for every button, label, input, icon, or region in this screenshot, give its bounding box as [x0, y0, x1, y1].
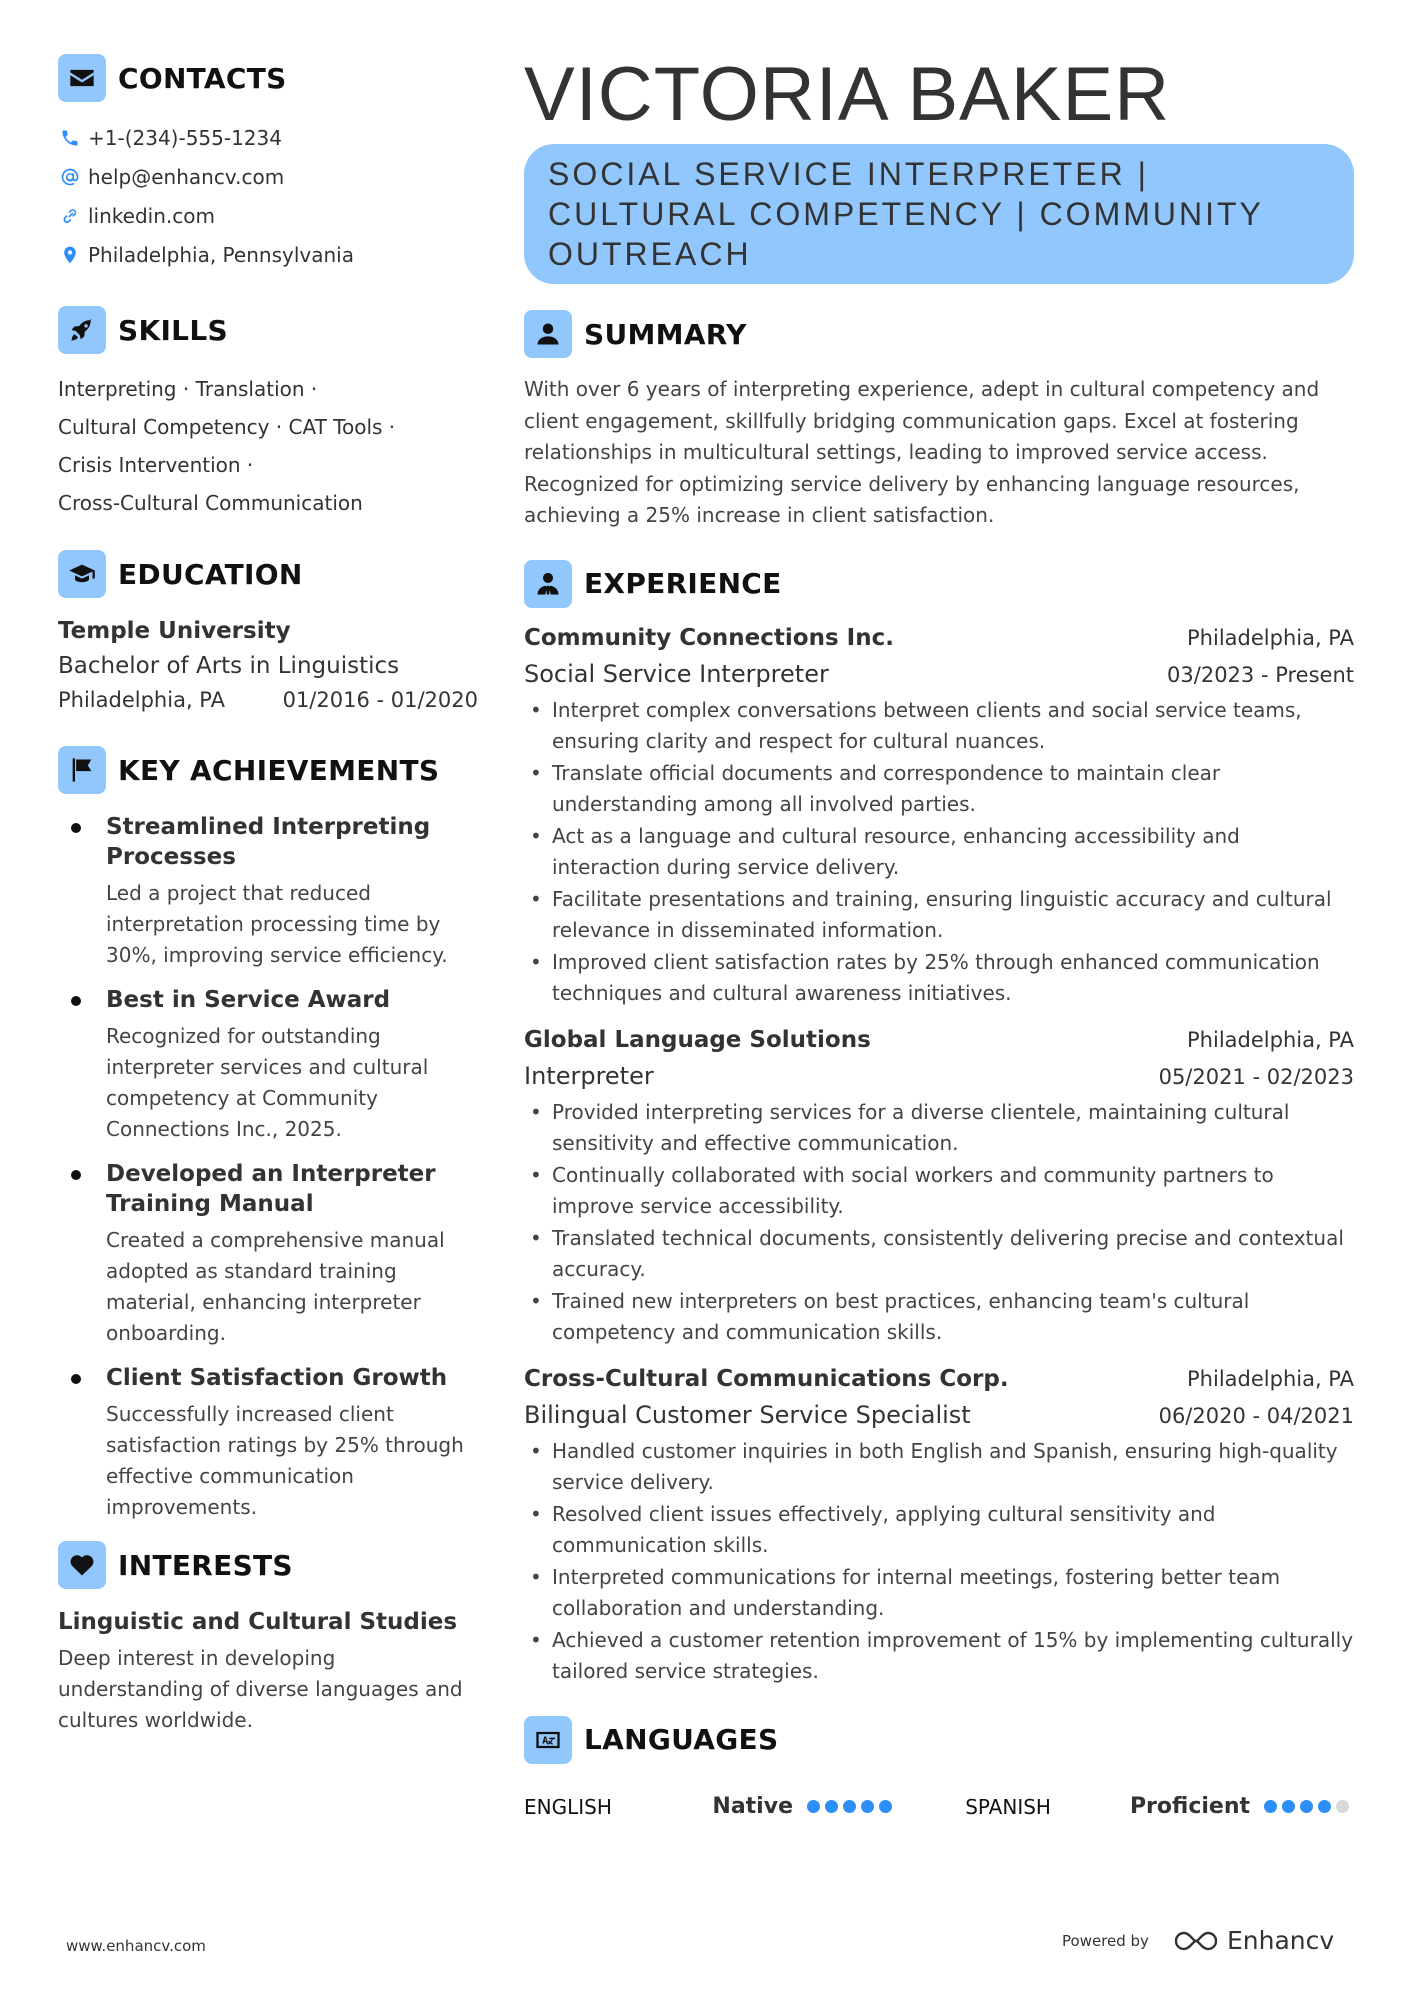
education-meta — [58, 684, 478, 716]
job-dates: 03/2023 - Present — [1167, 662, 1354, 687]
job-bullet: • Act as a language and cultural resource, enhancing accessibility and interaction during service delivery. — [524, 821, 1354, 884]
candidate-name: VICTORIA BAKER — [524, 52, 1171, 137]
achievement-item — [58, 812, 478, 971]
brand-name: Enhancv — [1226, 1926, 1335, 1955]
right-column — [524, 50, 1354, 1824]
achievement-desc: Recognized for outstanding interpreter services and cultural competency at Community Connections Inc., 2025. — [106, 1024, 429, 1141]
graduation-cap-icon — [58, 550, 106, 598]
job-entry — [524, 1361, 1354, 1688]
job-subheader — [524, 1397, 1354, 1434]
job-location: Philadelphia, PA — [1187, 625, 1354, 650]
summary-header — [524, 310, 1354, 358]
proficiency-dot-empty — [1336, 1800, 1349, 1813]
user-icon — [524, 310, 572, 358]
education-degree: Bachelor of Arts in Linguistics — [58, 653, 400, 679]
languages-header — [524, 1716, 1354, 1764]
job-header — [524, 1022, 1354, 1058]
map-pin-icon — [58, 243, 82, 267]
job-bullet: • Resolved client issues effectively, applying cultural sensitivity and communication skills. — [524, 1499, 1354, 1562]
headline-line: CULTURAL COMPETENCY | COMMUNITY — [548, 196, 1264, 232]
interest-desc: Deep interest in developing understanding of diverse languages and cultures worldwide. — [58, 1646, 463, 1732]
job-bullet: • Improved client satisfaction rates by 25% through enhanced communication techniques and cultural awareness initiatives. — [524, 947, 1354, 1010]
left-column — [58, 54, 478, 1736]
language-level: Proficient — [1129, 1794, 1251, 1819]
job-company: Cross-Cultural Communications Corp. — [524, 1365, 1009, 1392]
job-bullet: • Achieved a customer retention improvement of 15% by implementing culturally tailored service strategies. — [524, 1625, 1354, 1688]
language-level: Native — [712, 1794, 793, 1819]
summary-heading: SUMMARY — [584, 317, 747, 351]
job-bullet: • Trained new interpreters on best practices, enhancing team's cultural competency and communication skills. — [524, 1286, 1354, 1349]
job-location: Philadelphia, PA — [1187, 1366, 1354, 1391]
skills-line: Cross-Cultural Communication — [58, 491, 363, 515]
language-name: SPANISH — [965, 1794, 1051, 1819]
achievement-desc: Successfully increased client satisfaction ratings by 25% through effective communication improvements. — [106, 1402, 464, 1519]
headline-box — [524, 144, 1354, 284]
experience-header — [524, 560, 1354, 608]
skills-heading: SKILLS — [118, 313, 228, 347]
proficiency-dot-filled — [1300, 1800, 1313, 1813]
businessman-icon — [524, 560, 572, 608]
phone-icon — [58, 126, 82, 150]
headline-line: OUTREACH — [548, 236, 752, 272]
proficiency-dot-filled — [843, 1800, 856, 1813]
headline-line: SOCIAL SERVICE INTERPRETER | — [548, 156, 1149, 192]
heart-icon — [58, 1541, 106, 1589]
job-entry — [524, 1022, 1354, 1349]
achievement-title: Best in Service Award — [106, 987, 391, 1013]
bullet-icon — [71, 1374, 81, 1384]
job-bullets — [524, 695, 1354, 1010]
translate-icon — [524, 1716, 572, 1764]
job-header — [524, 1361, 1354, 1397]
rocket-icon — [58, 306, 106, 354]
achievements-section — [58, 746, 478, 1523]
education-location: Philadelphia, PA — [58, 688, 225, 712]
languages-heading: LANGUAGES — [584, 1723, 779, 1756]
education-dates: 01/2016 - 01/2020 — [282, 688, 478, 712]
enhancv-logo-icon — [1173, 1928, 1219, 1954]
contacts-header — [58, 54, 478, 102]
proficiency-dots — [1264, 1800, 1354, 1813]
achievement-title: Developed an Interpreter Training Manual — [106, 1161, 436, 1217]
education-header — [58, 550, 478, 598]
skills-line: Cultural Competency · CAT Tools · — [58, 415, 396, 439]
job-dates: 05/2021 - 02/2023 — [1158, 1064, 1354, 1089]
job-bullets — [524, 1436, 1354, 1688]
phone-text: +1-(234)-555-1234 — [88, 125, 282, 150]
powered-by-label: Powered by — [1062, 1931, 1149, 1950]
job-bullet: • Handled customer inquiries in both English and Spanish, ensuring high-quality service delivery. — [524, 1436, 1354, 1499]
experience-heading: EXPERIENCE — [584, 567, 782, 600]
proficiency-dot-filled — [825, 1800, 838, 1813]
achievement-title: Client Satisfaction Growth — [106, 1365, 448, 1391]
summary-section — [524, 310, 1354, 532]
linkedin-text: linkedin.com — [88, 203, 215, 228]
achievements-heading: KEY ACHIEVEMENTS — [118, 753, 440, 787]
location-text: Philadelphia, Pennsylvania — [88, 242, 354, 267]
proficiency-dot-filled — [1282, 1800, 1295, 1813]
job-bullet: • Translate official documents and correspondence to maintain clear understanding among all involved parties. — [524, 758, 1354, 821]
job-subheader — [524, 1058, 1354, 1095]
job-subheader — [524, 656, 1354, 693]
envelope-icon — [58, 54, 106, 102]
achievement-desc: Led a project that reduced interpretation processing time by 30%, improving service efficiency. — [106, 881, 448, 967]
job-bullet: • Interpreted communications for internal meetings, fostering better team collaboration and understanding. — [524, 1562, 1354, 1625]
job-company: Global Language Solutions — [524, 1026, 871, 1053]
job-company: Community Connections Inc. — [524, 624, 894, 651]
job-header — [524, 620, 1354, 656]
contact-list — [58, 118, 478, 274]
achievements-list — [58, 812, 478, 1523]
achievement-desc: Created a comprehensive manual adopted as standard training material, enhancing interpreter onboarding. — [106, 1228, 445, 1345]
contact-phone[interactable] — [58, 118, 478, 157]
skills-header — [58, 306, 478, 354]
job-entry — [524, 620, 1354, 1010]
job-bullet: • Continually collaborated with social workers and community partners to improve service accessibility. — [524, 1160, 1354, 1223]
bullet-icon — [71, 996, 81, 1006]
skills-section — [58, 306, 478, 522]
flag-icon — [58, 746, 106, 794]
brand-logo[interactable] — [1173, 1926, 1334, 1955]
achievements-header — [58, 746, 478, 794]
skills-list — [58, 370, 478, 522]
email-text: help@enhancv.com — [88, 164, 285, 189]
footer-branding — [1062, 1926, 1334, 1955]
proficiency-dot-filled — [861, 1800, 874, 1813]
proficiency-dots — [807, 1800, 965, 1813]
languages-section — [524, 1716, 1354, 1824]
proficiency-dot-filled — [879, 1800, 892, 1813]
job-role: Social Service Interpreter — [524, 659, 829, 688]
experience-section — [524, 560, 1354, 1688]
interests-section — [58, 1541, 478, 1736]
job-bullet: • Translated technical documents, consistently delivering precise and contextual accuracy. — [524, 1223, 1354, 1286]
proficiency-dot-filled — [1264, 1800, 1277, 1813]
language-name: ENGLISH — [524, 1794, 612, 1819]
contact-linkedin[interactable] — [58, 196, 478, 235]
achievement-item — [58, 1159, 478, 1349]
summary-text: With over 6 years of interpreting experience, adept in cultural competency and client engagement, skillfully bridging communication gaps. Excel at fostering relationships in multicultural settings, leading to improved service access. Recognized for optimizing service delivery by enhancing language resources, achieving a 25% increase in client satisfaction. — [524, 377, 1320, 527]
contact-location — [58, 235, 478, 274]
achievement-item — [58, 985, 478, 1145]
contact-email[interactable] — [58, 157, 478, 196]
job-bullet: • Interpret complex conversations between clients and social service teams, ensuring clarity and respect for cultural nuances. — [524, 695, 1354, 758]
proficiency-dot-filled — [807, 1800, 820, 1813]
job-role: Bilingual Customer Service Specialist — [524, 1400, 971, 1429]
education-heading: EDUCATION — [118, 557, 303, 591]
contacts-section — [58, 54, 478, 274]
job-dates: 06/2020 - 04/2021 — [1158, 1403, 1354, 1428]
proficiency-dot-filled — [1318, 1800, 1331, 1813]
interest-title: Linguistic and Cultural Studies — [58, 1609, 458, 1635]
footer-website[interactable]: www.enhancv.com — [66, 1937, 206, 1955]
interests-heading: INTERESTS — [118, 1548, 293, 1582]
skills-line: Crisis Intervention · — [58, 453, 254, 477]
link-icon — [58, 204, 82, 228]
bullet-icon — [71, 823, 81, 833]
job-location: Philadelphia, PA — [1187, 1027, 1354, 1052]
languages-row — [524, 1790, 1354, 1824]
achievement-item — [58, 1363, 478, 1523]
skills-line: Interpreting · Translation · — [58, 377, 318, 401]
at-icon — [58, 165, 82, 189]
education-section — [58, 550, 478, 716]
job-bullet: • Facilitate presentations and training, ensuring linguistic accuracy and cultural relevance in disseminated information. — [524, 884, 1354, 947]
job-bullet: • Provided interpreting services for a diverse clientele, maintaining cultural sensitivity and effective communication. — [524, 1097, 1354, 1160]
contacts-heading: CONTACTS — [118, 61, 287, 95]
job-role: Interpreter — [524, 1061, 654, 1090]
job-bullets — [524, 1097, 1354, 1349]
achievement-title: Streamlined Interpreting Processes — [106, 814, 431, 870]
bullet-icon — [71, 1170, 81, 1180]
education-school: Temple University — [58, 618, 291, 644]
interests-header — [58, 1541, 478, 1589]
